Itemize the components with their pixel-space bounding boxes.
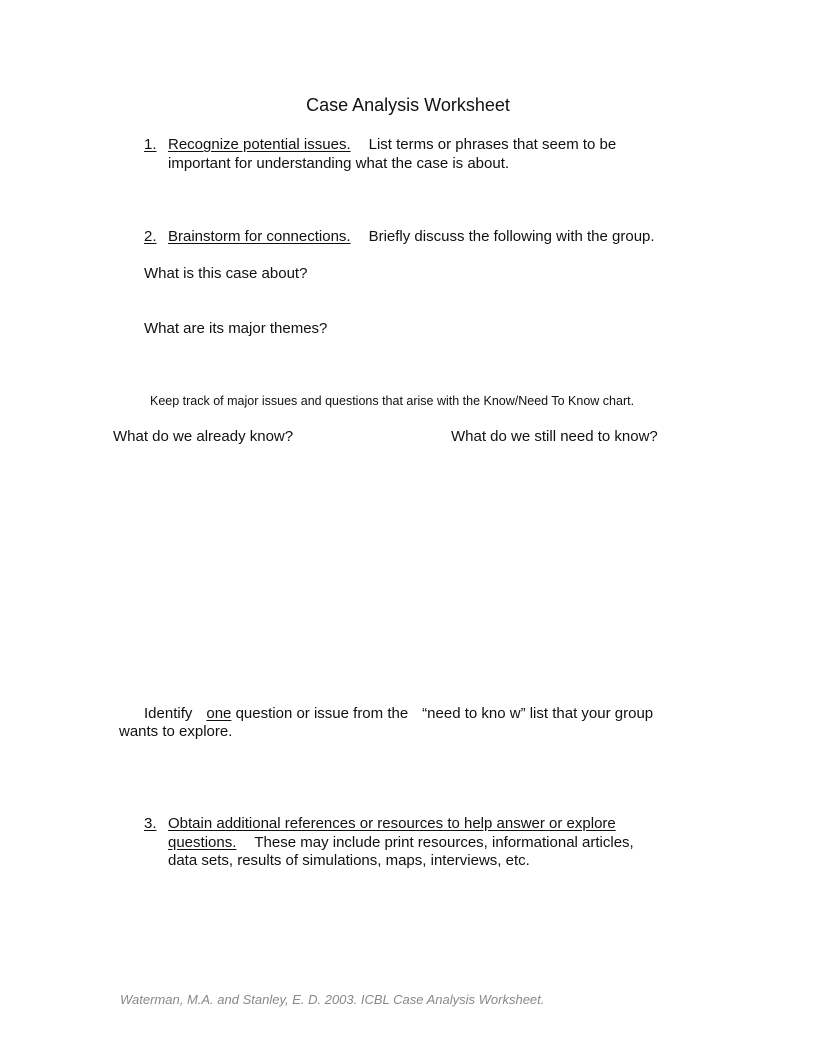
section-3-heading-line-1: Obtain additional references or resources to help answer or explore <box>168 815 616 832</box>
section-2-line <box>168 228 655 246</box>
identify-line-2: wants to explore. <box>119 723 233 740</box>
section-3-line-2 <box>168 834 634 852</box>
section-2-text: Briefly discuss the following with the group. <box>368 228 655 245</box>
section-1-line-1 <box>168 136 616 154</box>
identify-emphasis: one <box>206 705 232 722</box>
section-3-text-line-3: data sets, results of simulations, maps, interviews, etc. <box>168 852 530 869</box>
section-2-heading: Brainstorm for connections. <box>168 228 351 245</box>
section-1-text-line-2: important for understanding what the case is about. <box>168 155 510 172</box>
question-major-themes: What are its major themes? <box>144 320 328 337</box>
identify-quoted: “need to kno w” list that your group <box>422 705 654 722</box>
section-1-heading: Recognize potential issues. <box>168 136 351 153</box>
section-1-text-line-1: List terms or phrases that seem to be <box>368 136 617 153</box>
section-3-text-line-2: These may include print resources, informational articles, <box>254 834 634 851</box>
section-1-number: 1. <box>144 136 157 153</box>
need-to-know-column-heading: What do we still need to know? <box>451 428 658 445</box>
chart-instruction: Keep track of major issues and questions that arise with the Know/Need To Know chart. <box>150 394 635 408</box>
section-3-heading-line-2: questions. <box>168 834 237 851</box>
know-column-heading: What do we already know? <box>113 428 294 445</box>
page-title: Case Analysis Worksheet <box>306 95 510 115</box>
section-3-number: 3. <box>144 815 157 832</box>
citation-footer: Waterman, M.A. and Stanley, E. D. 2003. ICBL Case Analysis Worksheet. <box>120 992 545 1007</box>
identify-line-1 <box>144 705 653 723</box>
identify-prefix: Identify <box>144 705 193 722</box>
identify-middle: question or issue from the <box>235 705 409 722</box>
question-case-about: What is this case about? <box>144 265 308 282</box>
section-2-number: 2. <box>144 228 157 245</box>
